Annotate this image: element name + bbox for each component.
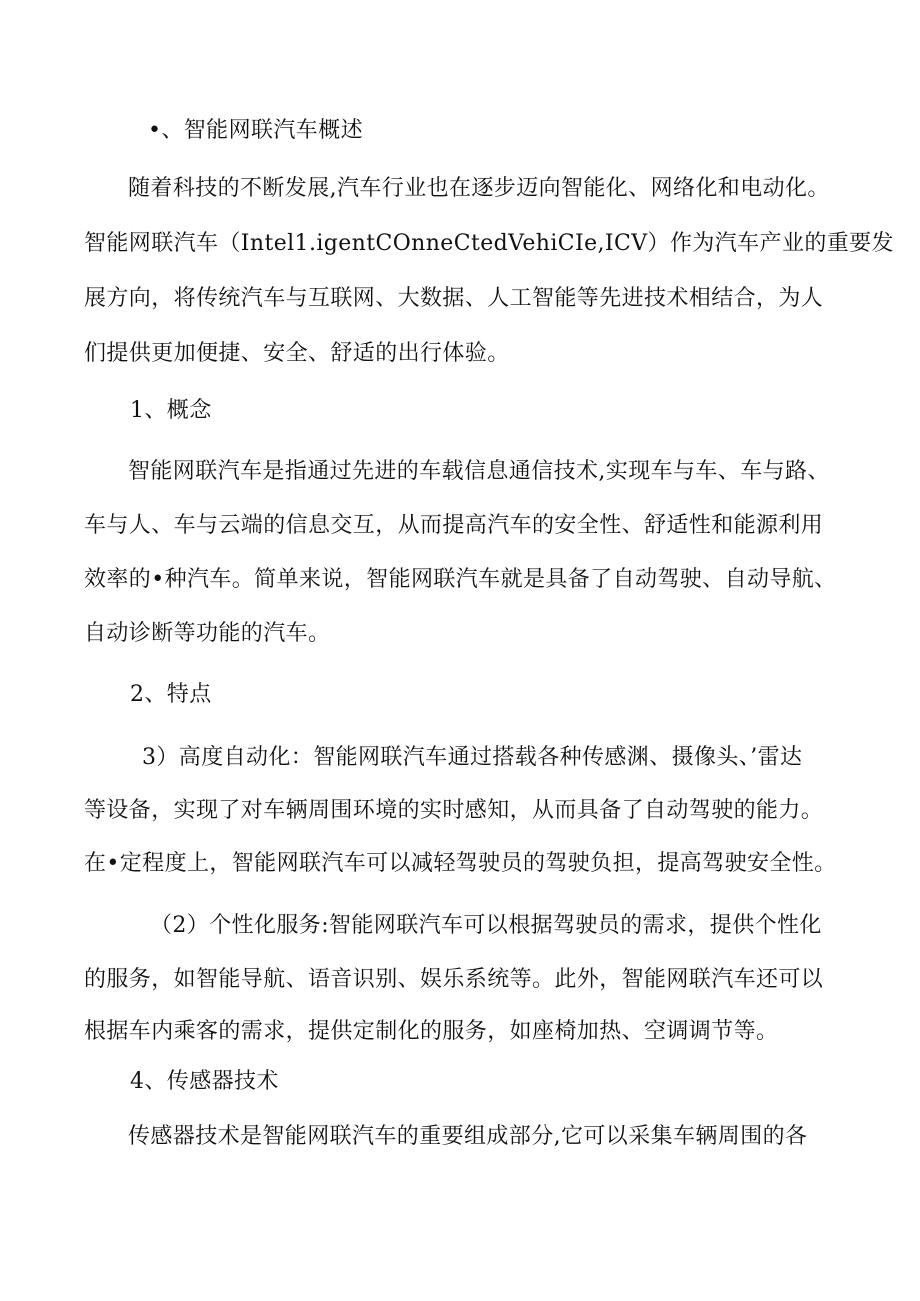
feature-1-line-2: 等设备，实现了对车辆周围环境的实时感知，从而具备了自动驾驶的能力。 <box>84 798 824 823</box>
section-2-title: 2、特点 <box>130 682 212 707</box>
concept-line-2: 车与人、车与云端的信息交互，从而提高汽车的安全性、舒适性和能源利用 <box>84 513 824 538</box>
section-4-title: 4、传感器技术 <box>130 1069 279 1094</box>
feature-2-line-2: 的服务，如智能导航、语音识别、娱乐系统等。此外，智能网联汽车还可以 <box>84 967 824 992</box>
intro-line-4: 们提供更加便捷、安全、舒适的出行体验。 <box>84 341 510 366</box>
feature-2-line-3: 根据车内乘客的需求，提供定制化的服务，如座椅加热、空调调节等。 <box>84 1019 779 1044</box>
concept-line-3: 效率的•种汽车。简单来说，智能网联汽车就是具备了自动驾驶、自动导航、 <box>84 567 837 592</box>
feature-1-line-1: 3）高度自动化：智能网联汽车通过搭载各种传感渊、摄像头、’雷达 <box>142 745 803 770</box>
feature-1-line-3: 在•定程度上，智能网联汽车可以减轻驾驶员的驾驶负担，提高驾驶安全性。 <box>84 851 837 876</box>
intro-line-3: 展方向，将传统汽车与互联网、大数据、人工智能等先进技术相结合，为人 <box>84 286 824 311</box>
intro-line-2: 智能网联汽车（Intel1.igentCOnneCtedVehiCIe,ICV）作为汽车产业的重要发 <box>84 231 894 256</box>
concept-line-4: 自动诊断等功能的汽车。 <box>84 621 331 646</box>
concept-line-1: 智能网联汽车是指通过先进的车载信息通信技术,实现车与车、车与路、 <box>128 459 830 484</box>
sensor-line-1: 传感器技术是智能网联汽车的重要组成部分,它可以采集车辆周围的各 <box>128 1124 808 1149</box>
feature-2-line-1: （2）个性化服务:智能网联汽车可以根据驾驶员的需求，提供个性化 <box>150 913 822 938</box>
intro-line-1: 随着科技的不断发展,汽车行业也在逐步迈向智能化、网络化和电动化。 <box>128 176 830 201</box>
main-heading: •、智能网联汽车概述 <box>148 118 363 143</box>
section-1-title: 1、概念 <box>130 398 212 423</box>
